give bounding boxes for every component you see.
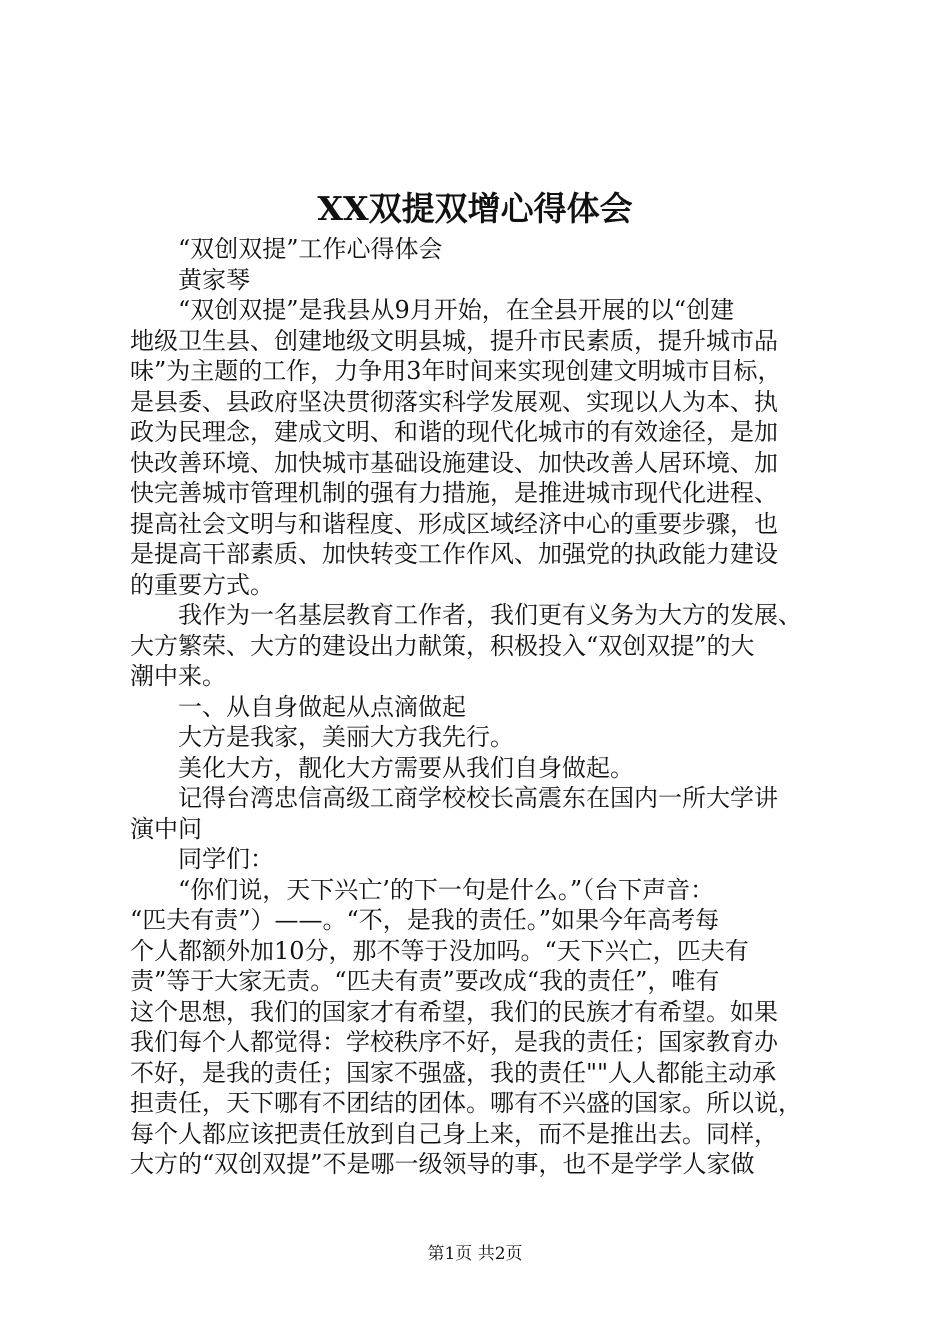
paragraph (130, 753, 830, 784)
paragraph-line: 记得台湾忠信高级工商学校校长高震东在国内一所大学讲 (178, 784, 778, 812)
paragraph-line: “双创双提”是我县从9月开始，在全县开展的以“创建 (178, 296, 735, 324)
paragraph-line: 潮中来。 (130, 662, 226, 690)
paragraph (130, 783, 830, 844)
paragraph-line: 责”等于大家无责。“匹夫有责”要改成“我的责任”，唯有 (130, 967, 720, 995)
paragraph-line: 提高社会文明与和谐程度、形成区域经济中心的重要步骤，也 (130, 509, 778, 538)
paragraph-line: 这个思想，我们的国家才有希望，我们的民族才有希望。如果 (130, 997, 778, 1026)
page-footer: 第1页 共2页 (427, 1244, 523, 1264)
paragraph-line: 政为民理念，建成文明、和谐的现代化城市的有效途径，是加 (130, 418, 778, 446)
paragraph-line: 大方繁荣、大方的建设出力献策，积极投入“双创双提”的大 (130, 631, 755, 660)
paragraph (130, 600, 830, 692)
paragraph-line: 演中问 (130, 814, 202, 843)
paragraph-line: 我作为一名基层教育工作者，我们更有义务为大方的发展、 (178, 601, 802, 629)
document-body (130, 234, 830, 1180)
paragraph (130, 265, 830, 296)
paragraph-line: 大方的“双创双提”不是哪一级领导的事，也不是学学人家做 (130, 1150, 755, 1178)
paragraph-line: 是提高干部素质、加快转变工作作风、加强党的执政能力建设 (130, 540, 778, 568)
paragraph (130, 692, 830, 723)
paragraph-line: 担责任，天下哪有不团结的团体。哪有不兴盛的国家。所以说， (130, 1089, 802, 1117)
paragraph-line: 快改善环境、加快城市基础设施建设、加快改善人居环境、加 (130, 448, 778, 477)
paragraph-line: 的重要方式。 (130, 570, 274, 599)
paragraph (130, 844, 830, 875)
paragraph-line: “双创双提”工作心得体会 (178, 235, 443, 263)
paragraph (130, 875, 830, 1180)
paragraph-line: 每个人都应该把责任放到自己身上来，而不是推出去。同样， (130, 1119, 778, 1148)
paragraph-line: 味”为主题的工作，力争用3年时间来实现创建文明城市目标， (130, 357, 782, 385)
paragraph-line: 同学们： (178, 845, 274, 873)
paragraph (130, 722, 830, 753)
paragraph (130, 234, 830, 265)
paragraph-line: “匹夫有责”）——。“不，是我的责任。”如果今年高考每 (130, 906, 720, 934)
paragraph-line: 大方是我家，美丽大方我先行。 (178, 723, 514, 751)
paragraph-line: 快完善城市管理机制的强有力措施，是推进城市现代化进程、 (130, 479, 778, 507)
paragraph-line: 不好，是我的责任；国家不强盛，我的责任""人人都能主动承 (130, 1058, 777, 1087)
paragraph-line: 美化大方，靓化大方需要从我们自身做起。 (178, 753, 634, 782)
paragraph-line: 是县委、县政府坚决贯彻落实科学发展观、实现以人为本、执 (130, 387, 778, 416)
paragraph-line: 地级卫生县、创建地级文明县城，提升市民素质，提升城市品 (130, 326, 778, 355)
paragraph-line: 我们每个人都觉得：学校秩序不好，是我的责任；国家教育办 (130, 1028, 778, 1056)
paragraph-line: “你们说，天下兴亡’的下一句是什么。”（台下声音： (178, 875, 715, 904)
paragraph-line: 一、从自身做起从点滴做起 (178, 692, 466, 721)
paragraph-line: 个人都额外加10分，那不等于没加吗。“天下兴亡，匹夫有 (130, 936, 749, 965)
paragraph-line: 黄家琴 (178, 265, 250, 294)
paragraph (130, 295, 830, 600)
document-title: XX双提双增心得体会 (317, 189, 633, 228)
